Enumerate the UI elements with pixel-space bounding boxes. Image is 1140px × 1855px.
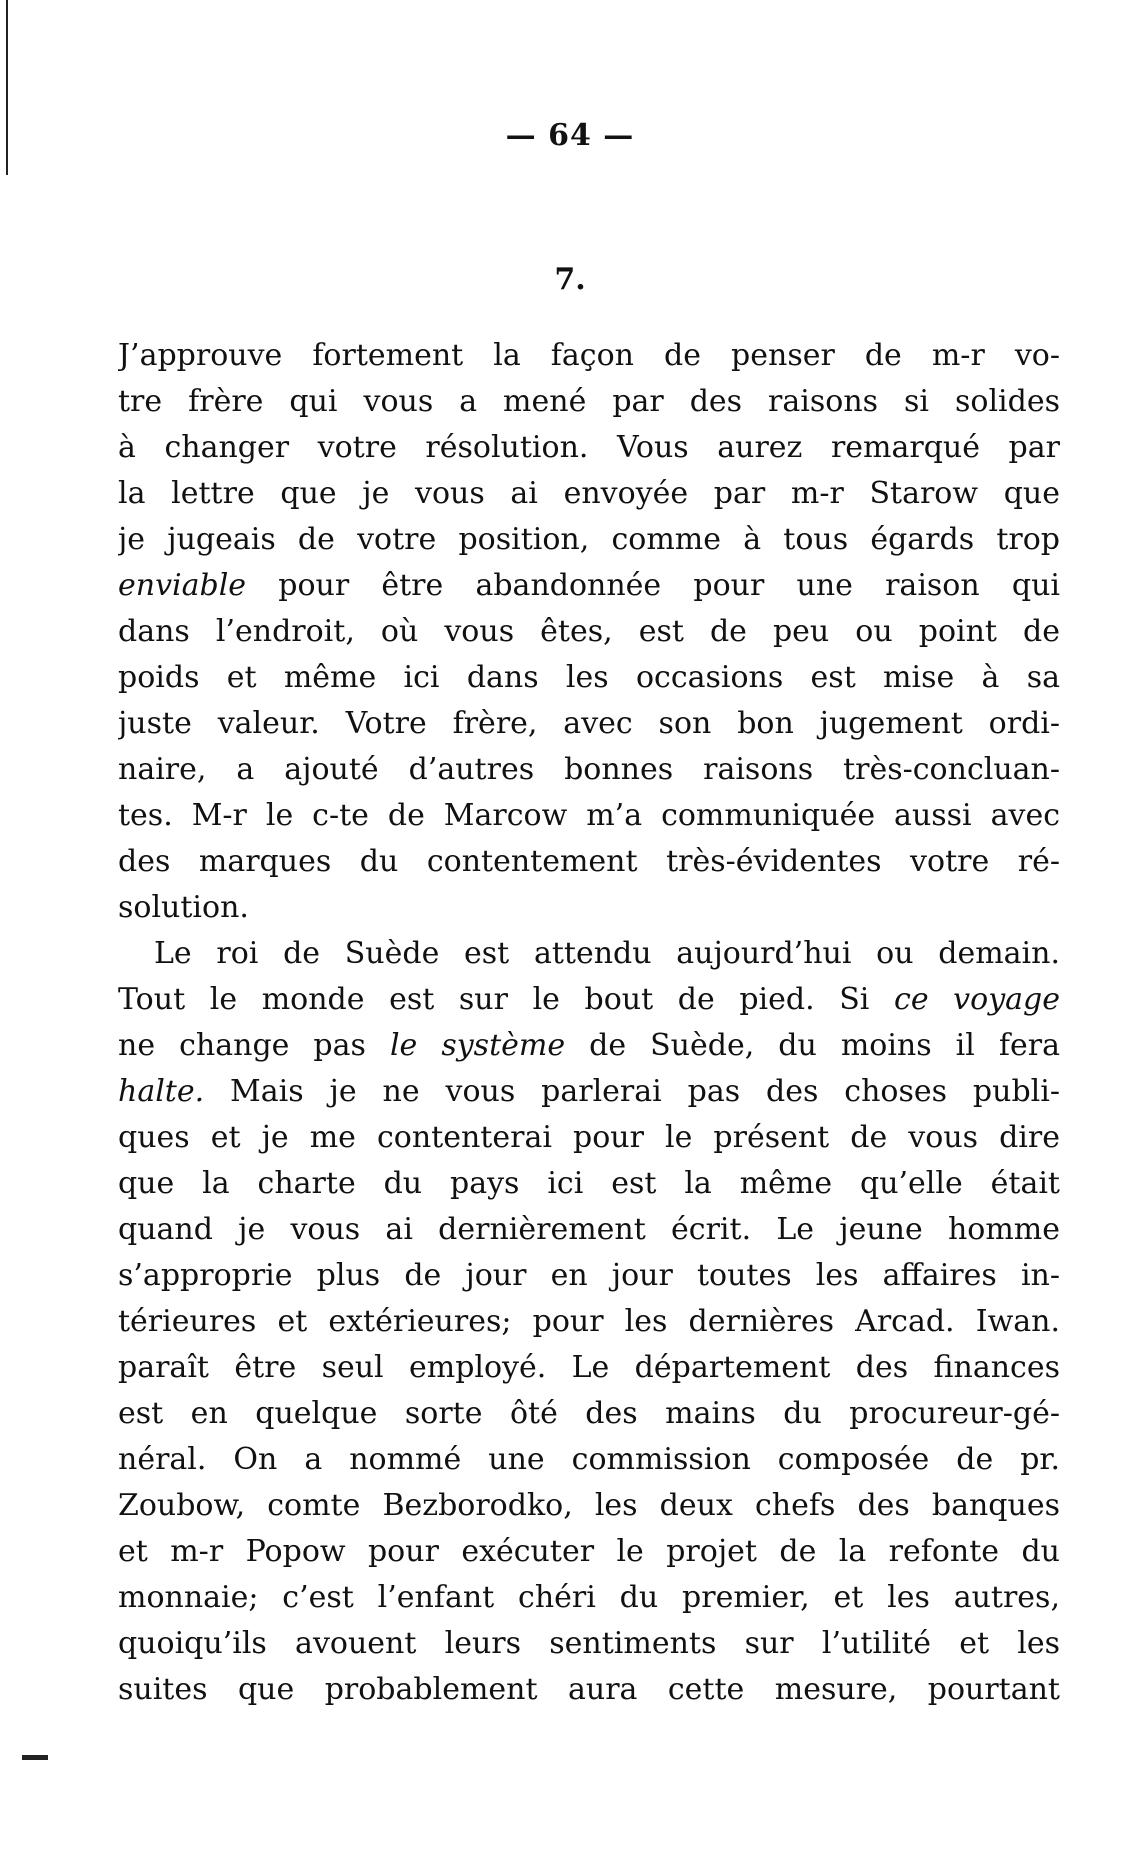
text-line: tes. M-r le c-te de Marcow m’a communiquée aussi avec <box>118 798 1060 833</box>
text-segment: de Suède, du moins il fera <box>565 1028 1060 1063</box>
text-line <box>118 1069 1060 1115</box>
text-line: juste valeur. Votre frère, avec son bon jugement ordi- <box>118 706 1060 741</box>
text-line: néral. On a nommé une commission composée de pr. <box>118 1442 1060 1477</box>
text-line: monnaie; c’est l’enfant chéri du premier, et les autres, <box>118 1580 1060 1615</box>
page-number: — 64 — <box>505 118 635 153</box>
text-line: tre frère qui vous a mené par des raisons si solides <box>118 384 1060 419</box>
text-line: quoiqu’ils avouent leurs sentiments sur l’utilité et les <box>118 1626 1060 1661</box>
text-line: Le roi de Suède est attendu aujourd’hui ou demain. <box>154 936 1060 971</box>
emphasis-text: ce voyage <box>894 982 1060 1017</box>
text-line: la lettre que je vous ai envoyée par m-r Starow que <box>118 476 1060 511</box>
text-line <box>118 977 1060 1023</box>
text-line: J’approuve fortement la façon de penser de m-r vo- <box>118 338 1060 373</box>
text-segment: ne change pas <box>118 1028 390 1063</box>
text-line: poids et même ici dans les occasions est mise à sa <box>118 660 1060 695</box>
text-line: et m-r Popow pour exécuter le projet de la refonte du <box>118 1534 1060 1569</box>
emphasis-text: le système <box>389 1028 566 1063</box>
text-line: ques et je me contenterai pour le présent de vous dire <box>118 1120 1060 1155</box>
scan-edge-mark <box>22 1755 48 1760</box>
text-line: suites que probablement aura cette mesure, pourtant <box>118 1672 1060 1707</box>
text-line: Zoubow, comte Bezborodko, les deux chefs des banques <box>118 1488 1060 1523</box>
text-line: que la charte du pays ici est la même qu’elle était <box>118 1166 1060 1201</box>
text-line: solution. <box>118 890 249 925</box>
text-line: paraît être seul employé. Le département des finances <box>118 1350 1060 1385</box>
text-line: dans l’endroit, où vous êtes, est de peu ou point de <box>118 614 1060 649</box>
text-segment: Mais je ne vous parlerai pas des choses publi- <box>204 1074 1060 1109</box>
text-line: naire, a ajouté d’autres bonnes raisons très-concluan- <box>118 752 1060 787</box>
text-line: s’approprie plus de jour en jour toutes les affaires in- <box>118 1258 1060 1293</box>
emphasis-text: halte. <box>118 1074 205 1109</box>
text-line: quand je vous ai dernièrement écrit. Le jeune homme <box>118 1212 1060 1247</box>
text-line: térieures et extérieures; pour les dernières Arcad. Iwan. <box>118 1304 1060 1339</box>
text-segment: pour être abandonnée pour une raison qui <box>246 568 1060 603</box>
text-line: je jugeais de votre position, comme à tous égards trop <box>118 522 1060 557</box>
text-line <box>118 1023 1060 1069</box>
text-line: est en quelque sorte ôté des mains du procureur-gé- <box>118 1396 1060 1431</box>
text-line <box>118 563 1060 609</box>
text-line: des marques du contentement très-évidentes votre ré- <box>118 844 1060 879</box>
text-line: à changer votre résolution. Vous aurez remarqué par <box>118 430 1060 465</box>
text-segment: Tout le monde est sur le bout de pied. Si <box>118 982 895 1017</box>
letter-text <box>118 333 1060 1713</box>
letter-number: 7. <box>554 262 586 297</box>
emphasis-text: enviable <box>118 568 247 603</box>
